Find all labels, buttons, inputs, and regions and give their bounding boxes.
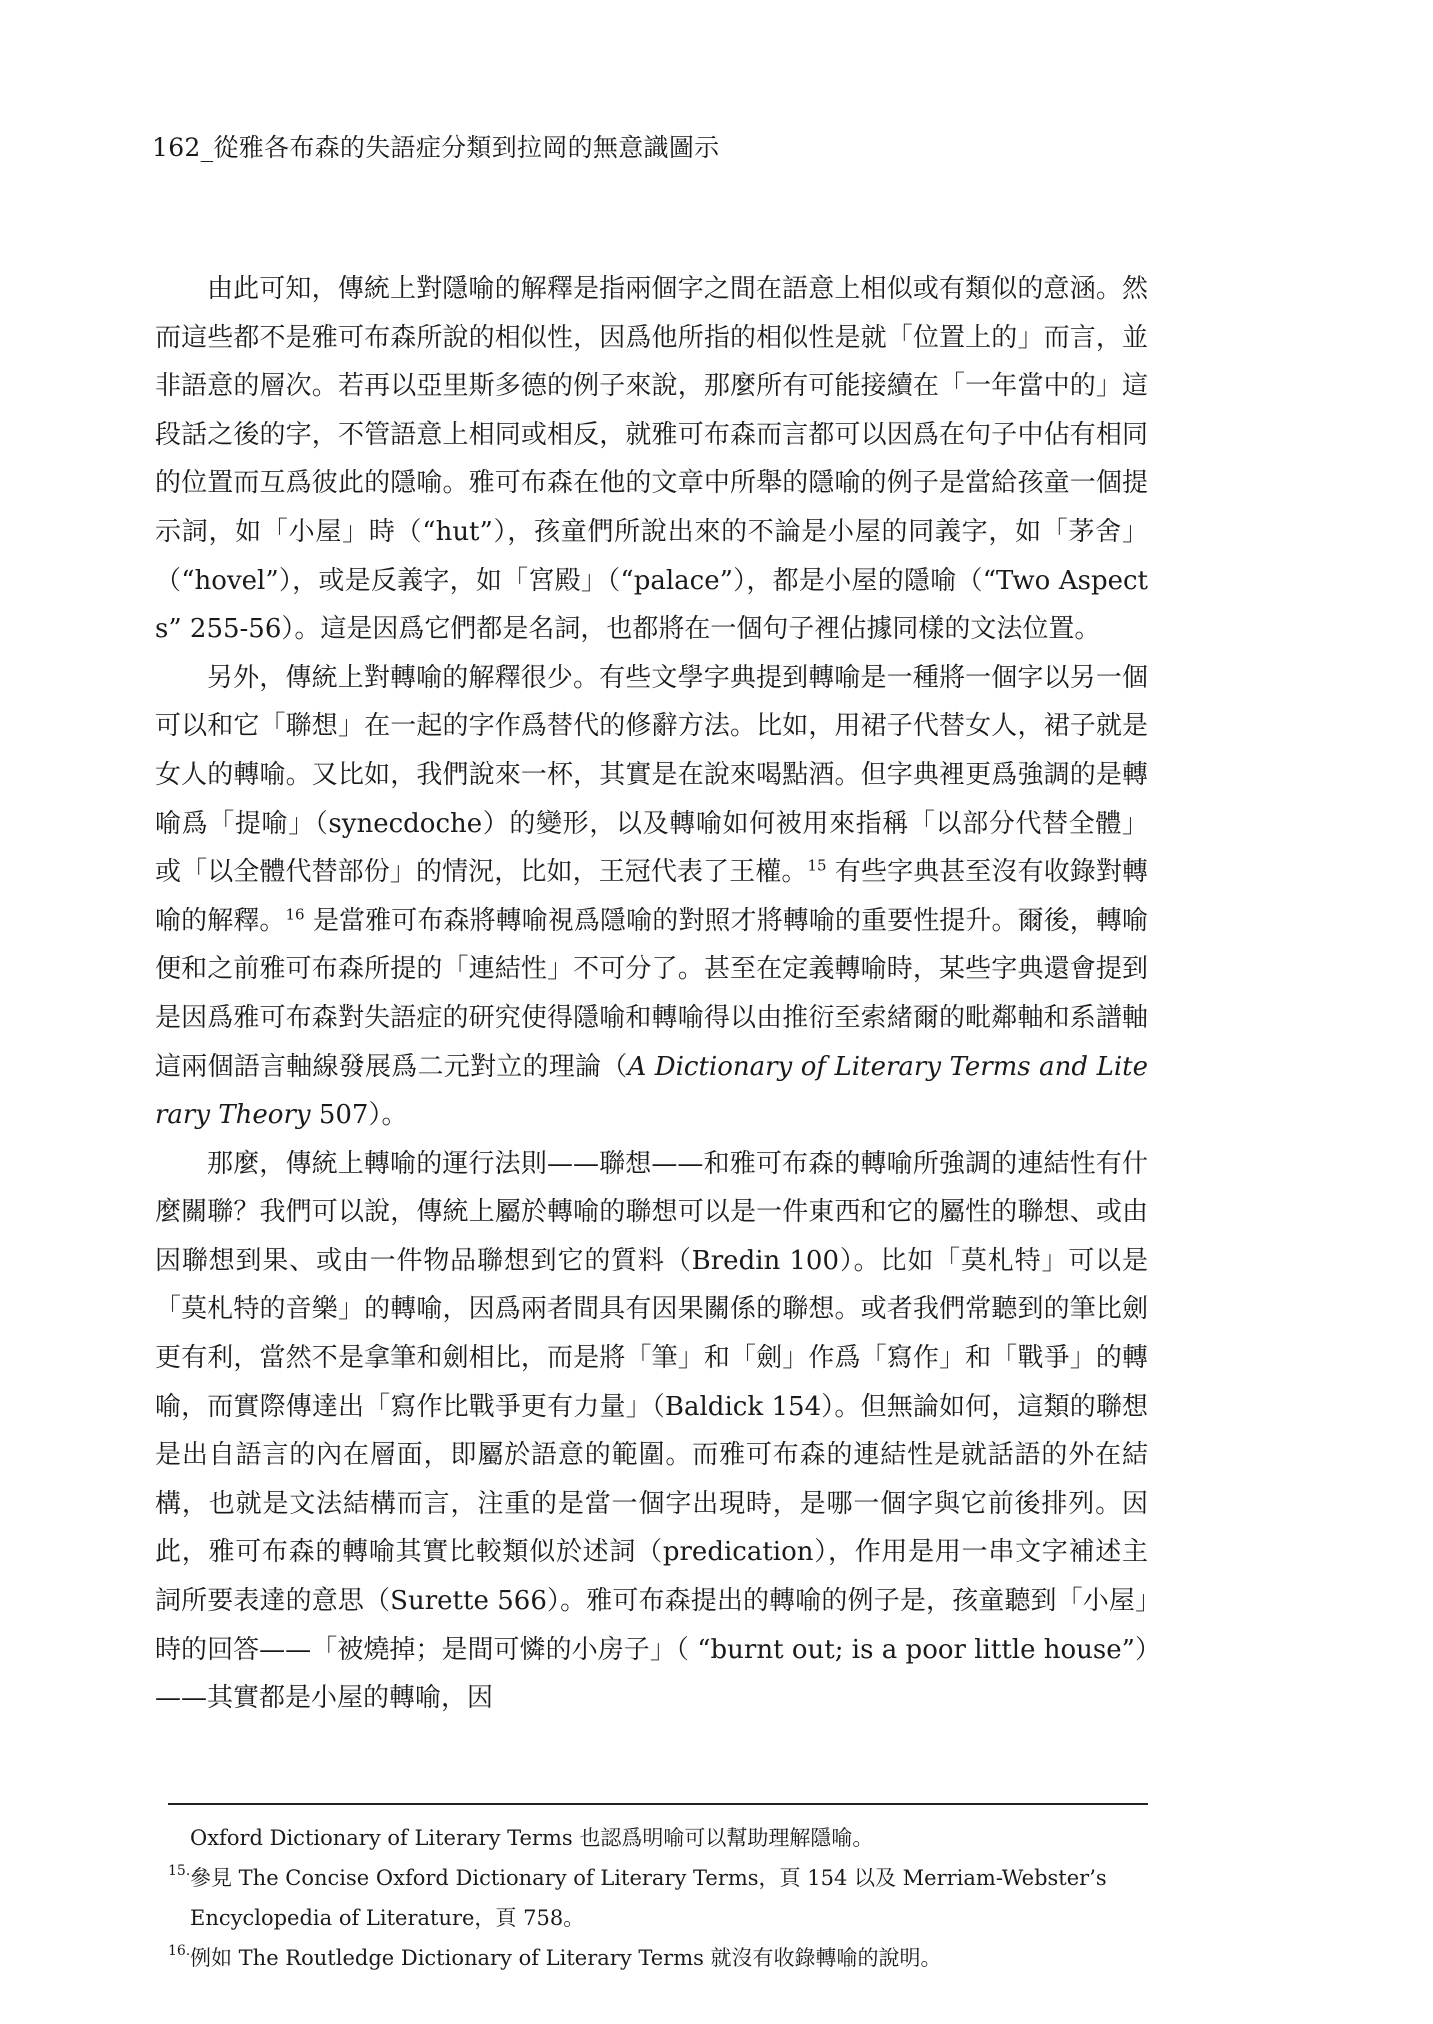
footnote-continued-text: Oxford Dictionary of Literary Terms 也認爲明喻可以幫助理解隱喻。: [190, 1826, 874, 1850]
paragraph-2-text-c: 是當雅可布森將轉喻視爲隱喻的對照才將轉喻的重要性提升。爾後，轉喻便和之前雅可布森所提的「連結性」不可分了。甚至在定義轉喻時，某些字典還會提到是因爲雅可布森對失語症的研究使得隱喻和轉喻得以由推衍至索緒爾的毗鄰軸和系譜軸這兩個語言軸線發展爲二元對立的理論（: [155, 905, 1148, 1082]
running-title: _從雅各布森的失語症分類到拉岡的無意識圖示: [200, 133, 720, 162]
footnote-continued: [168, 1818, 1148, 1858]
paragraph-1: [155, 265, 1148, 654]
page-number: 162: [152, 133, 201, 162]
footnote-16-text: 例如 The Routledge Dictionary of Literary Terms 就沒有收錄轉喻的說明。: [190, 1946, 942, 1970]
paragraph-3-text: 那麼，傳統上轉喻的運行法則——聯想——和雅可布森的轉喻所強調的連結性有什麼關聯？我們可以說，傳統上屬於轉喻的聯想可以是一件東西和它的屬性的聯想、或由因聯想到果、或由一件物品聯想到它的質料（Bredin 100）。比如「莫札特」可以是「莫札特的音樂」的轉喻，因爲兩者間具有因果關係的聯想。或者我們常聽到的筆比劍更有利，當然不是拿筆和劍相比，而是將「筆」和「劍」作爲「寫作」和「戰爭」的轉喻，而實際傳達出「寫作比戰爭更有力量」（Baldick 154）。但無論如何，這類的聯想是出自語言的內在層面，即屬於語意的範圍。而雅可布森的連結性是就話語的外在結構，也就是文法結構而言，注重的是當一個字出現時，是哪一個字與它前後排列。因此，雅可布森的轉喻其實比較類似於述詞（predication），作用是用一串文字補述主詞所要表達的意思（Surette 566）。雅可布森提出的轉喻的例子是，孩童聽到「小屋」時的回答——「被燒掉；是間可憐的小房子」（ “burnt out; is a poor little house”）——其實都是小屋的轉喻，因: [155, 1148, 1148, 1714]
paragraph-1-text: 由此可知，傳統上對隱喻的解釋是指兩個字之間在語意上相似或有類似的意涵。然而這些都不是雅可布森所說的相似性，因爲他所指的相似性是就「位置上的」而言，並非語意的層次。若再以亞里斯多德的例子來說，那麼所有可能接續在「一年當中的」這段話之後的字，不管語意上相同或相反，就雅可布森而言都可以因爲在句子中佔有相同的位置而互爲彼此的隱喻。雅可布森在他的文章中所舉的隱喻的例子是當給孩童一個提示詞，如「小屋」時（“hut”），孩童們所說出來的不論是小屋的同義字，如「茅舍」（“hovel”），或是反義字，如「宮殿」（“palace”），都是小屋的隱喻（“Two Aspects” 255-56）。這是因爲它們都是名詞，也都將在一個句子裡佔據同樣的文法位置。: [155, 274, 1148, 645]
footnote-ref-16[interactable]: 16: [285, 905, 305, 924]
footnote-15-text: 參見 The Concise Oxford Dictionary of Literary Terms，頁 154 以及 Merriam-Webster’s Encyclopedia of Literature，頁 758。: [190, 1866, 1107, 1930]
footnote-ref-15[interactable]: 15: [807, 856, 827, 875]
footnote-15: [168, 1858, 1148, 1938]
footnote-16-number: 16.: [168, 1943, 191, 1959]
paragraph-3: [155, 1140, 1148, 1723]
footnote-15-number: 15.: [168, 1863, 191, 1879]
paragraph-2: [155, 654, 1148, 1140]
running-header: [152, 132, 1152, 164]
body-text: [155, 265, 1148, 1723]
paragraph-2-text-d: 507）。: [310, 1100, 408, 1131]
paragraph-2-text-a: 另外，傳統上對轉喻的解釋很少。有些文學字典提到轉喻是一種將一個字以另一個可以和它「聯想」在一起的字作爲替代的修辭方法。比如，用裙子代替女人，裙子就是女人的轉喻。又比如，我們說來一杯，其實是在說來喝點酒。但字典裡更爲強調的是轉喻爲「提喻」（synecdoche）的變形，以及轉喻如何被用來指稱「以部分代替全體」或「以全體代替部份」的情況，比如，王冠代表了王權。: [155, 662, 1148, 888]
cited-book-title: A Dictionary of Literary Terms and Literary Theory: [155, 1051, 1148, 1131]
footnote-rule: [168, 1803, 1148, 1805]
footnote-16: [168, 1938, 1148, 1978]
footnotes: [168, 1818, 1148, 1978]
paragraph-2-text-b: 有些字典甚至沒有收錄對轉喻的解釋。: [155, 857, 1148, 936]
